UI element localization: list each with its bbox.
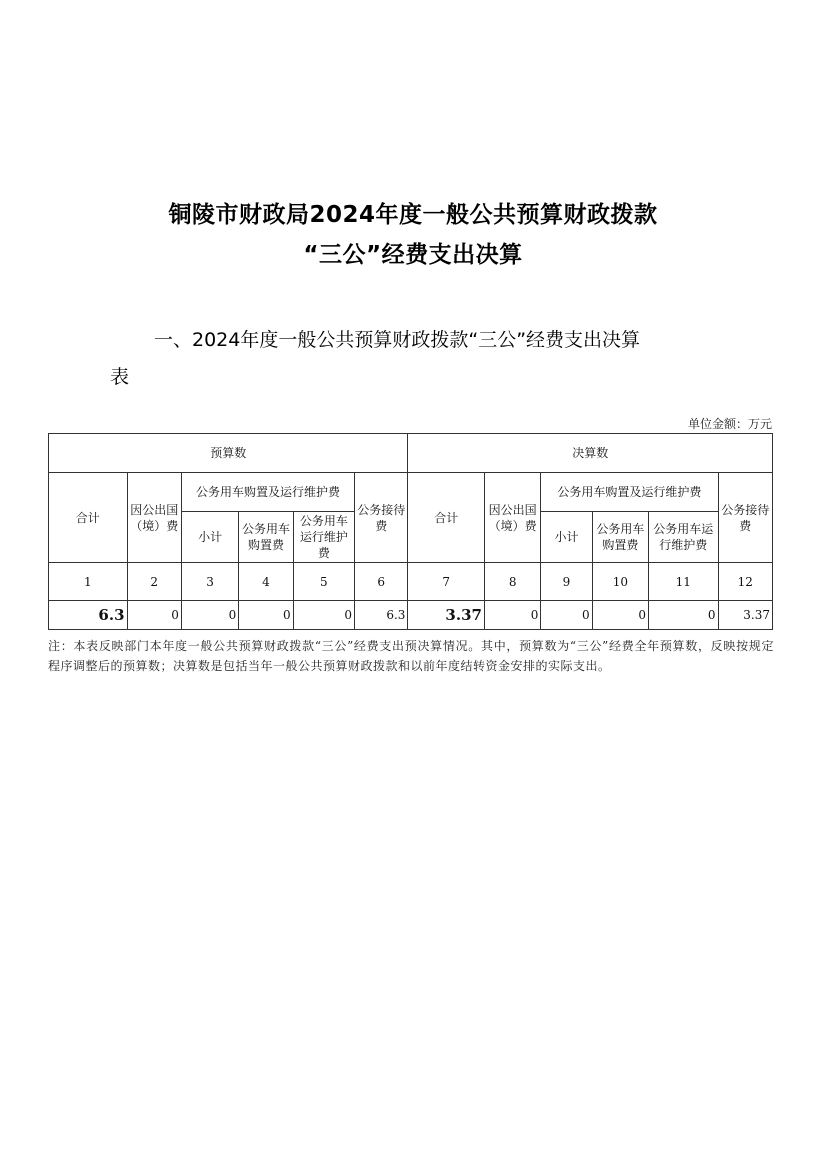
final-header: 决算数 [408,434,773,473]
budget-maintenance-header: 公务用车运行维护费 [293,512,354,563]
budget-abroad-header: 因公出国（境）费 [127,473,181,563]
col-number: 10 [592,563,648,601]
final-subtotal-header: 小计 [541,512,592,563]
col-number: 1 [49,563,128,601]
final-reception-value: 3.37 [718,601,772,630]
col-number: 6 [355,563,408,601]
budget-abroad-value: 0 [127,601,181,630]
budget-subtotal-header: 小计 [181,512,238,563]
budget-subtotal-value: 0 [181,601,238,630]
col-number: 3 [181,563,238,601]
table-note: 注：本表反映部门本年度一般公共预算财政拨款“三公”经费支出预决算情况。其中，预算数为“三公”经费全年预算数，反映按规定程序调整后的预算数；决算数是包括当年一般公共预算财政拨款和以前年度结转资金安排的实际支出。 [48,639,774,673]
col-number: 7 [408,563,485,601]
final-vehicle-header: 公务用车购置及运行维护费 [541,473,718,512]
final-purchase-header: 公务用车购置费 [592,512,648,563]
col-number: 5 [293,563,354,601]
col-number: 9 [541,563,592,601]
budget-maintenance-value: 0 [293,601,354,630]
final-subtotal-value: 0 [541,601,592,630]
col-number: 12 [718,563,772,601]
budget-total-header: 合计 [49,473,128,563]
budget-vehicle-header: 公务用车购置及运行维护费 [181,473,354,512]
final-total-header: 合计 [408,473,485,563]
budget-reception-header: 公务接待费 [355,473,408,563]
unit-label: 单位金额：万元 [687,417,772,431]
col-number: 2 [127,563,181,601]
budget-purchase-value: 0 [239,601,293,630]
final-abroad-value: 0 [484,601,540,630]
section-heading-line2: 表 [110,366,130,388]
col-number: 4 [239,563,293,601]
budget-total-value: 6.3 [49,601,128,630]
document-title-line1: 铜陵市财政局2024年度一般公共预算财政拨款 [168,202,658,228]
three-public-expenses-table [48,433,773,630]
budget-reception-value: 6.3 [355,601,408,630]
document-title-line2: “三公”经费支出决算 [303,242,523,268]
col-number: 11 [649,563,718,601]
final-maintenance-value: 0 [649,601,718,630]
final-maintenance-header: 公务用车运行维护费 [649,512,718,563]
final-total-value: 3.37 [408,601,485,630]
budget-header: 预算数 [49,434,408,473]
budget-purchase-header: 公务用车购置费 [239,512,293,563]
col-number: 8 [484,563,540,601]
section-heading-line1: 一、2024年度一般公共预算财政拨款“三公”经费支出决算 [154,329,641,351]
final-reception-header: 公务接待费 [718,473,772,563]
final-purchase-value: 0 [592,601,648,630]
final-abroad-header: 因公出国（境）费 [484,473,540,563]
